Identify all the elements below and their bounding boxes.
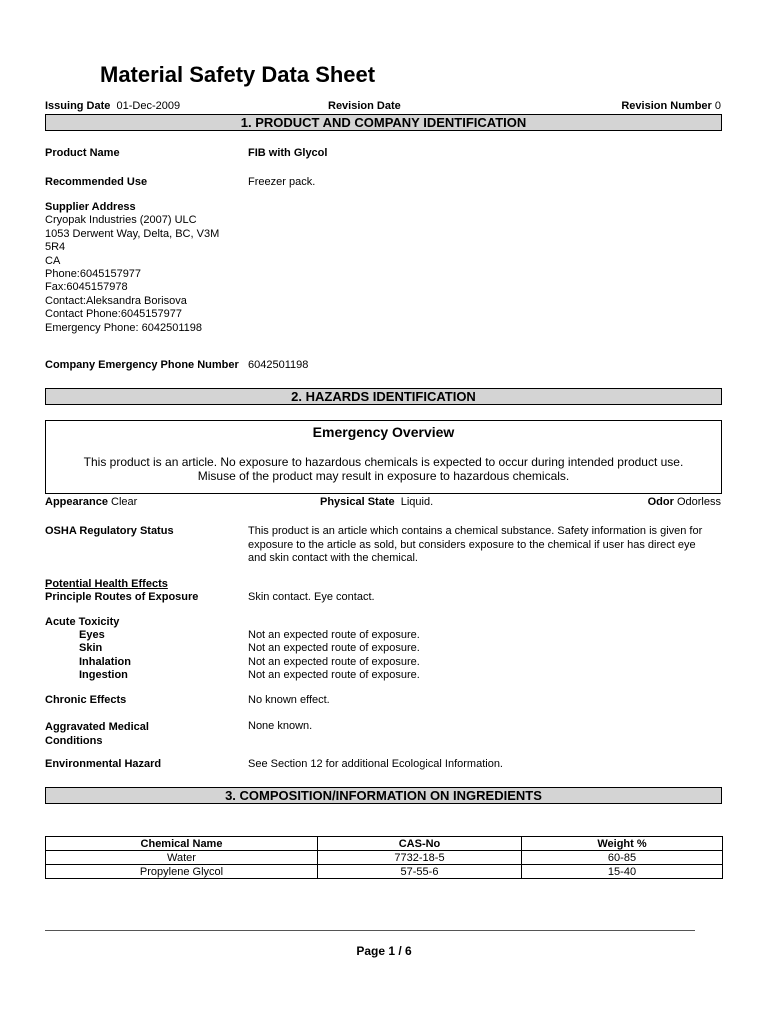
table-cell: 7732-18-5 (318, 851, 522, 865)
supplier-address-block (45, 201, 219, 335)
supplier-line: Contact:Aleksandra Borisova (45, 294, 187, 307)
table-cell: Water (46, 851, 318, 865)
recommended-use-label: Recommended Use (45, 176, 148, 188)
aggravated-conditions-value: None known. (248, 720, 313, 732)
page-number: Page 1 / 6 (356, 944, 412, 958)
column-header: Chemical Name (46, 837, 318, 851)
skin-label: Skin (79, 642, 103, 654)
appearance (45, 496, 137, 509)
environmental-hazard-label: Environmental Hazard (45, 758, 162, 770)
physical-state-label: Physical State (320, 496, 395, 508)
supplier-line: Fax:6045157978 (45, 281, 128, 294)
aggravated-conditions-label (45, 720, 149, 748)
section-1-heading: 1. PRODUCT AND COMPANY IDENTIFICATION (45, 114, 722, 131)
osha-line: and skin contact with the chemical. (248, 552, 418, 564)
issuing-date (45, 100, 180, 113)
recommended-use-value: Freezer pack. (248, 176, 316, 188)
odor-value: Odorless (676, 496, 721, 508)
acute-toxicity-label: Acute Toxicity (45, 616, 120, 628)
supplier-line: 1053 Derwent Way, Delta, BC, V3M (45, 227, 220, 240)
revision-number-value: 0 (714, 100, 721, 112)
physical-state (320, 496, 433, 509)
emergency-overview-box (45, 420, 722, 494)
section-3-heading: 3. COMPOSITION/INFORMATION ON INGREDIENTS (45, 787, 722, 804)
revision-number (621, 100, 721, 113)
potential-health-heading: Potential Health Effects (45, 578, 168, 590)
osha-label: OSHA Regulatory Status (45, 525, 174, 537)
eyes-label: Eyes (79, 629, 105, 641)
table-cell: 15-40 (522, 865, 723, 879)
osha-line: This product is an article which contains a chemical substance. Safety information is given for (248, 525, 703, 537)
osha-line: exposure to the article as sold, but considers exposure to the chemical if user has direct eye (248, 538, 696, 551)
revision-date-label: Revision Date (328, 100, 401, 112)
inhalation-value: Not an expected route of exposure. (248, 656, 420, 668)
issuing-date-value: 01-Dec-2009 (116, 100, 181, 112)
physical-state-value: Liquid. (400, 496, 434, 508)
product-name-value: FIB with Glycol (248, 147, 328, 159)
principle-routes-value: Skin contact. Eye contact. (248, 591, 375, 603)
supplier-line: Contact Phone:6045157977 (45, 308, 183, 321)
supplier-line: Phone:6045157977 (45, 268, 142, 281)
inhalation-label: Inhalation (79, 656, 131, 668)
supplier-line: 5R4 (45, 241, 66, 254)
column-header: Weight % (522, 837, 723, 851)
company-emergency-value: 6042501198 (248, 359, 309, 371)
column-header: CAS-No (318, 837, 522, 851)
emergency-overview-text (46, 455, 721, 483)
chronic-effects-value: No known effect. (248, 694, 330, 706)
table-row (46, 865, 723, 879)
eyes-value: Not an expected route of exposure. (248, 629, 420, 641)
table-cell: 57-55-6 (318, 865, 522, 879)
revision-number-label: Revision Number (621, 100, 712, 112)
supplier-address-label: Supplier Address (45, 201, 136, 213)
aggravated-label-line: Aggravated Medical (45, 721, 149, 733)
aggravated-label-line: Conditions (45, 735, 103, 747)
chronic-effects-label: Chronic Effects (45, 694, 127, 706)
environmental-hazard-value: See Section 12 for additional Ecological Information. (248, 758, 503, 770)
ingestion-value: Not an expected route of exposure. (248, 669, 420, 681)
overview-line: Misuse of the product may result in exposure to hazardous chemicals. (197, 469, 570, 483)
appearance-value: Clear (111, 496, 138, 508)
table-cell: Propylene Glycol (46, 865, 318, 879)
product-name-label: Product Name (45, 147, 120, 159)
ingestion-label: Ingestion (79, 669, 128, 681)
table-header-row (46, 837, 723, 851)
emergency-overview-title: Emergency Overview (312, 424, 455, 440)
supplier-line: CA (45, 254, 61, 267)
supplier-line: Cryopak Industries (2007) ULC (45, 214, 197, 227)
footer-divider (45, 930, 695, 931)
table-cell: 60-85 (522, 851, 723, 865)
odor-label: Odor (647, 496, 674, 508)
supplier-line: Emergency Phone: 6042501198 (45, 321, 202, 334)
table-row (46, 851, 723, 865)
osha-text (248, 525, 728, 566)
issuing-date-label: Issuing Date (45, 100, 111, 112)
ingredients-table (45, 836, 723, 879)
principle-routes-label: Principle Routes of Exposure (45, 591, 199, 603)
document-title: Material Safety Data Sheet (100, 62, 376, 87)
overview-line: This product is an article. No exposure to hazardous chemicals is expected to occur during intended product use. (83, 455, 684, 469)
company-emergency-label: Company Emergency Phone Number (45, 359, 239, 371)
section-2-heading: 2. HAZARDS IDENTIFICATION (45, 388, 722, 405)
appearance-label: Appearance (45, 496, 108, 508)
odor (648, 496, 721, 509)
skin-value: Not an expected route of exposure. (248, 642, 420, 654)
